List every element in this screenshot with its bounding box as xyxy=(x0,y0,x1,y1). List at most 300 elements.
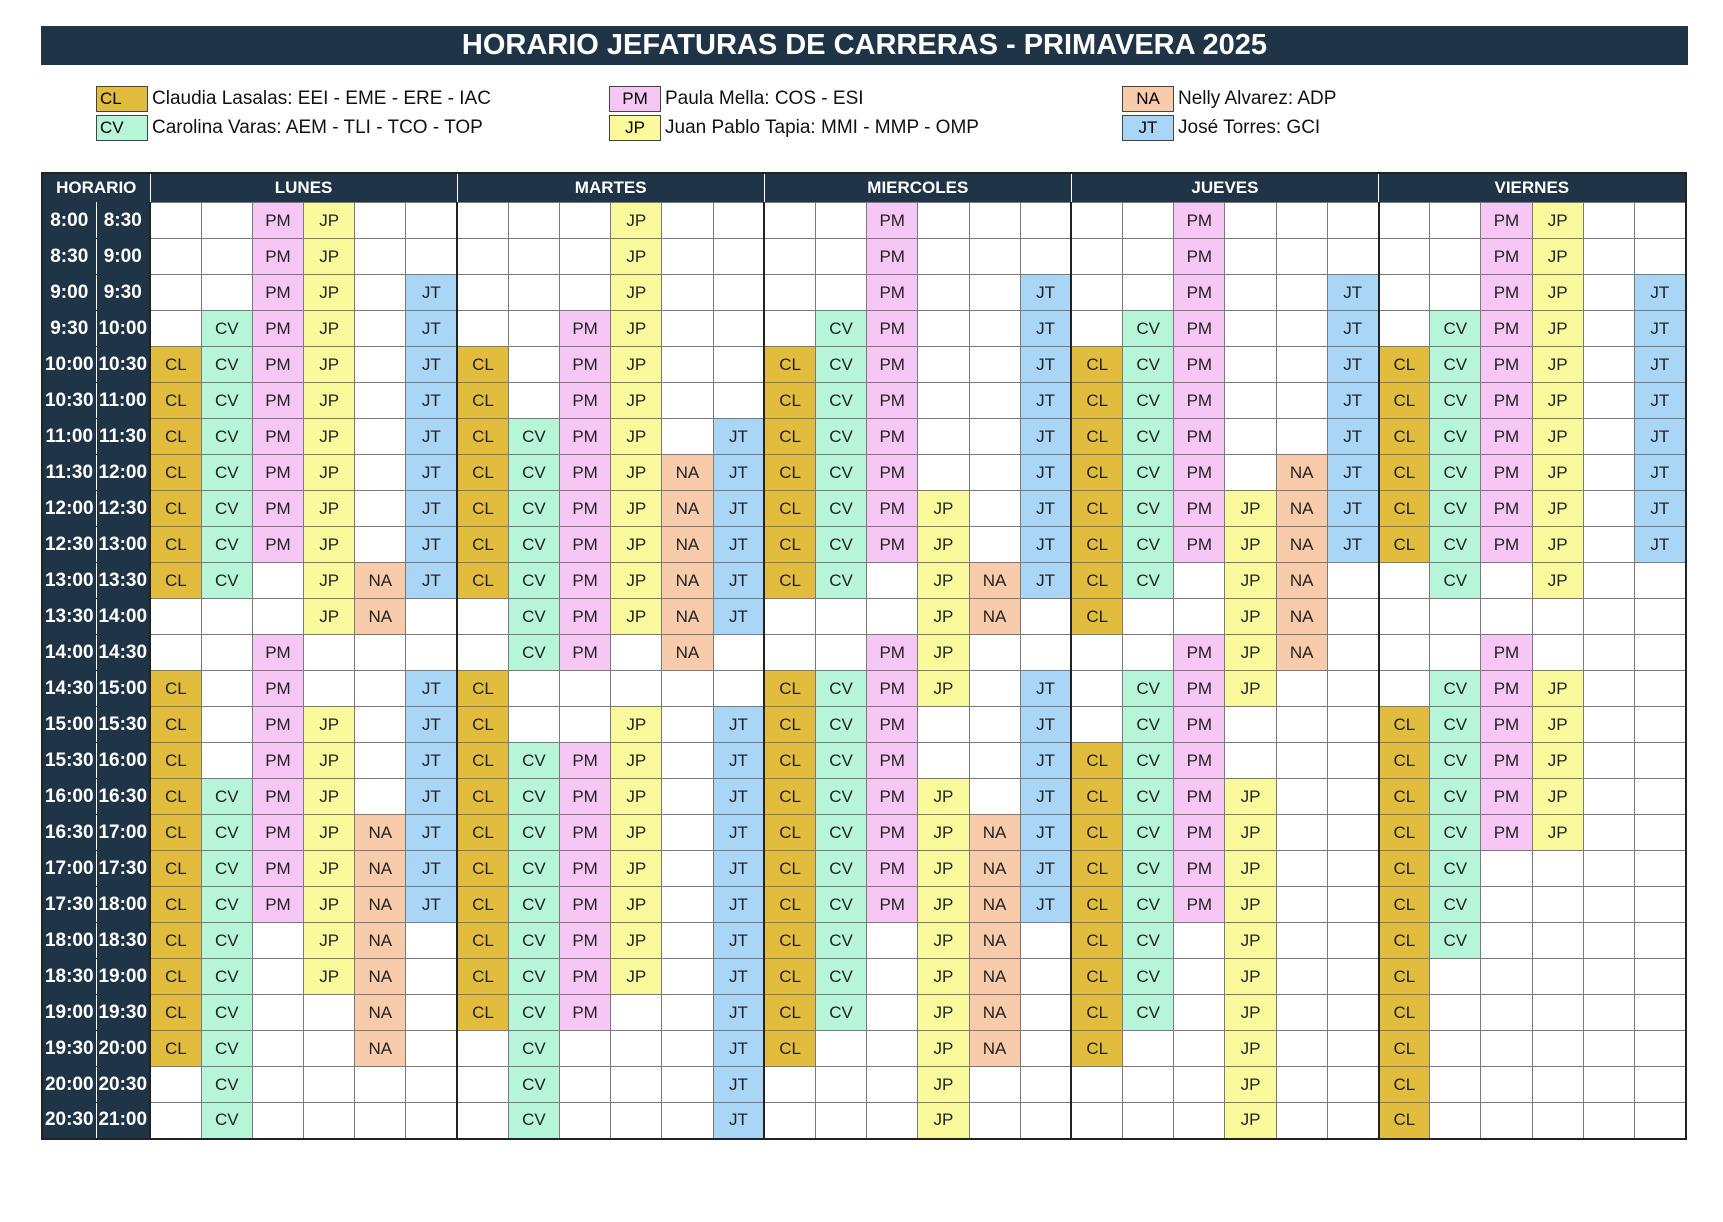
time-end: 10:30 xyxy=(96,347,150,383)
schedule-cell: CL xyxy=(150,995,201,1031)
schedule-cell: PM xyxy=(867,887,918,923)
schedule-cell: JT xyxy=(1634,455,1685,491)
schedule-cell: PM xyxy=(1481,491,1532,527)
horario-header: HORARIO xyxy=(42,173,150,203)
schedule-cell xyxy=(1430,275,1481,311)
schedule-cell: PM xyxy=(1481,527,1532,563)
schedule-cell: JP xyxy=(611,455,662,491)
schedule-cell xyxy=(355,275,406,311)
schedule-cell: CL xyxy=(150,527,201,563)
schedule-cell: CL xyxy=(764,707,815,743)
schedule-cell xyxy=(611,671,662,707)
schedule-cell xyxy=(1276,275,1327,311)
schedule-cell: JP xyxy=(1225,779,1276,815)
schedule-cell: JT xyxy=(1634,347,1685,383)
schedule-cell: CL xyxy=(764,815,815,851)
schedule-cell: CV xyxy=(815,959,866,995)
schedule-cell: CL xyxy=(457,563,508,599)
schedule-cell: JP xyxy=(1225,923,1276,959)
schedule-cell: CL xyxy=(1379,419,1430,455)
schedule-cell: CV xyxy=(508,527,559,563)
schedule-cell: CL xyxy=(457,815,508,851)
time-start: 12:30 xyxy=(42,527,96,563)
schedule-cell: NA xyxy=(969,599,1020,635)
schedule-cell xyxy=(662,743,713,779)
schedule-cell: JP xyxy=(304,779,355,815)
schedule-cell: JT xyxy=(1327,275,1378,311)
schedule-cell xyxy=(355,707,406,743)
schedule-cell: JT xyxy=(1327,455,1378,491)
schedule-cell: CV xyxy=(201,995,252,1031)
schedule-cell: CL xyxy=(1379,347,1430,383)
schedule-cell xyxy=(1583,923,1634,959)
schedule-cell: CL xyxy=(150,563,201,599)
schedule-cell: JT xyxy=(713,527,764,563)
schedule-cell xyxy=(918,239,969,275)
schedule-cell xyxy=(1532,1067,1583,1103)
schedule-cell xyxy=(1634,707,1685,743)
schedule-cell: CL xyxy=(150,671,201,707)
schedule-cell xyxy=(1276,1067,1327,1103)
schedule-cell: PM xyxy=(252,275,303,311)
schedule-cell xyxy=(1225,419,1276,455)
schedule-cell: JT xyxy=(1634,383,1685,419)
schedule-cell xyxy=(304,671,355,707)
schedule-cell: CL xyxy=(764,455,815,491)
schedule-cell: JP xyxy=(304,527,355,563)
schedule-cell: CV xyxy=(508,995,559,1031)
time-end: 14:00 xyxy=(96,599,150,635)
schedule-cell xyxy=(764,275,815,311)
schedule-cell: PM xyxy=(560,959,611,995)
schedule-cell: JP xyxy=(1225,995,1276,1031)
schedule-cell: PM xyxy=(560,563,611,599)
schedule-cell: PM xyxy=(867,383,918,419)
schedule-cell: JT xyxy=(1634,311,1685,347)
schedule-cell xyxy=(457,239,508,275)
time-row xyxy=(42,275,1686,311)
schedule-cell xyxy=(611,1103,662,1139)
schedule-cell xyxy=(918,203,969,239)
schedule-cell xyxy=(355,491,406,527)
schedule-cell: CL xyxy=(764,851,815,887)
schedule-cell: JT xyxy=(406,311,457,347)
schedule-cell: CV xyxy=(201,1067,252,1103)
schedule-cell: JP xyxy=(611,599,662,635)
schedule-cell: JT xyxy=(406,743,457,779)
schedule-cell: CL xyxy=(764,887,815,923)
schedule-cell: JT xyxy=(1634,491,1685,527)
schedule-cell xyxy=(713,311,764,347)
schedule-cell xyxy=(457,311,508,347)
schedule-cell xyxy=(1583,707,1634,743)
schedule-cell xyxy=(1123,1103,1174,1139)
schedule-cell: CV xyxy=(815,419,866,455)
schedule-cell xyxy=(406,635,457,671)
schedule-cell: JT xyxy=(406,851,457,887)
schedule-cell: CL xyxy=(457,419,508,455)
schedule-cell: CL xyxy=(150,959,201,995)
schedule-cell: PM xyxy=(1481,455,1532,491)
schedule-cell xyxy=(1123,239,1174,275)
time-end: 20:30 xyxy=(96,1067,150,1103)
schedule-cell xyxy=(1430,635,1481,671)
schedule-cell: PM xyxy=(560,455,611,491)
schedule-cell xyxy=(1634,599,1685,635)
schedule-cell: CL xyxy=(764,743,815,779)
schedule-cell xyxy=(764,1067,815,1103)
schedule-cell xyxy=(201,671,252,707)
schedule-cell: JP xyxy=(1532,563,1583,599)
schedule-cell: CV xyxy=(1430,455,1481,491)
schedule-cell xyxy=(1327,707,1378,743)
schedule-cell: CV xyxy=(1123,707,1174,743)
schedule-cell xyxy=(1276,887,1327,923)
time-row xyxy=(42,671,1686,707)
schedule-cell: PM xyxy=(867,671,918,707)
schedule-cell xyxy=(406,923,457,959)
schedule-cell: PM xyxy=(1174,383,1225,419)
schedule-cell: PM xyxy=(252,815,303,851)
time-end: 11:30 xyxy=(96,419,150,455)
schedule-cell xyxy=(560,1103,611,1139)
schedule-cell xyxy=(764,203,815,239)
schedule-cell: JP xyxy=(304,959,355,995)
schedule-cell: JT xyxy=(406,563,457,599)
schedule-cell: JT xyxy=(713,707,764,743)
schedule-cell xyxy=(662,707,713,743)
schedule-cell xyxy=(867,1103,918,1139)
schedule-cell xyxy=(1583,347,1634,383)
schedule-cell: CV xyxy=(1430,491,1481,527)
legend-item xyxy=(96,114,483,142)
schedule-cell xyxy=(1583,1067,1634,1103)
time-row xyxy=(42,743,1686,779)
schedule-cell: CV xyxy=(508,959,559,995)
schedule-cell: JT xyxy=(713,1031,764,1067)
schedule-cell xyxy=(1276,419,1327,455)
schedule-cell: JP xyxy=(1225,563,1276,599)
schedule-cell: JP xyxy=(1532,347,1583,383)
schedule-cell xyxy=(508,239,559,275)
schedule-cell: CL xyxy=(764,563,815,599)
schedule-cell xyxy=(969,671,1020,707)
time-start: 18:30 xyxy=(42,959,96,995)
schedule-cell xyxy=(1174,1067,1225,1103)
schedule-cell: JP xyxy=(1532,671,1583,707)
schedule-cell xyxy=(1276,779,1327,815)
schedule-cell: JP xyxy=(1225,1031,1276,1067)
schedule-cell: CL xyxy=(150,851,201,887)
schedule-cell xyxy=(815,203,866,239)
schedule-cell xyxy=(560,275,611,311)
schedule-cell: JP xyxy=(304,707,355,743)
schedule-cell: JP xyxy=(611,959,662,995)
schedule-cell xyxy=(764,311,815,347)
schedule-cell: PM xyxy=(867,707,918,743)
schedule-cell xyxy=(918,383,969,419)
time-start: 14:30 xyxy=(42,671,96,707)
schedule-cell: JP xyxy=(1225,1103,1276,1139)
schedule-cell xyxy=(1583,1031,1634,1067)
schedule-cell xyxy=(355,203,406,239)
schedule-cell xyxy=(1634,743,1685,779)
schedule-cell: PM xyxy=(1174,887,1225,923)
schedule-cell: CL xyxy=(1071,995,1122,1031)
schedule-cell: NA xyxy=(969,923,1020,959)
schedule-cell xyxy=(560,707,611,743)
schedule-cell: JP xyxy=(1225,491,1276,527)
schedule-cell: JP xyxy=(1532,383,1583,419)
schedule-cell: CL xyxy=(764,1031,815,1067)
schedule-cell: CV xyxy=(201,311,252,347)
schedule-cell: CL xyxy=(1379,455,1430,491)
schedule-cell: JP xyxy=(1532,419,1583,455)
schedule-cell: JP xyxy=(918,815,969,851)
schedule-cell xyxy=(815,275,866,311)
schedule-cell xyxy=(1379,203,1430,239)
time-end: 19:00 xyxy=(96,959,150,995)
schedule-cell xyxy=(150,1067,201,1103)
schedule-cell: CL xyxy=(1071,815,1122,851)
schedule-cell: PM xyxy=(867,275,918,311)
legend-code: NA xyxy=(1122,86,1174,112)
schedule-cell xyxy=(1174,1103,1225,1139)
schedule-cell: CV xyxy=(201,851,252,887)
schedule-cell: JP xyxy=(304,851,355,887)
schedule-cell: NA xyxy=(355,959,406,995)
schedule-cell: CV xyxy=(815,311,866,347)
schedule-cell: JT xyxy=(713,491,764,527)
schedule-cell: JT xyxy=(713,851,764,887)
schedule-cell xyxy=(304,1103,355,1139)
schedule-cell xyxy=(1225,203,1276,239)
legend-text: Paula Mella: COS - ESI xyxy=(665,88,864,109)
day-header-viernes: VIERNES xyxy=(1379,173,1686,203)
schedule-cell: CV xyxy=(1123,959,1174,995)
schedule-cell: JT xyxy=(1020,347,1071,383)
schedule-cell: CL xyxy=(1379,923,1430,959)
schedule-cell xyxy=(457,203,508,239)
schedule-cell: CL xyxy=(764,923,815,959)
schedule-cell: NA xyxy=(662,599,713,635)
schedule-cell xyxy=(1583,743,1634,779)
schedule-cell xyxy=(1583,671,1634,707)
schedule-cell xyxy=(406,1031,457,1067)
schedule-cell xyxy=(1327,779,1378,815)
time-end: 18:00 xyxy=(96,887,150,923)
schedule-cell: JT xyxy=(1020,887,1071,923)
schedule-cell: JT xyxy=(406,779,457,815)
schedule-cell xyxy=(713,275,764,311)
schedule-cell xyxy=(1174,959,1225,995)
time-row xyxy=(42,635,1686,671)
schedule-cell xyxy=(1327,239,1378,275)
schedule-cell: CL xyxy=(1071,527,1122,563)
schedule-cell: JT xyxy=(406,815,457,851)
schedule-cell: PM xyxy=(252,383,303,419)
schedule-cell: JP xyxy=(611,527,662,563)
schedule-cell: PM xyxy=(560,743,611,779)
schedule-cell xyxy=(1174,923,1225,959)
schedule-cell xyxy=(662,203,713,239)
schedule-cell: CL xyxy=(1379,779,1430,815)
header-row xyxy=(42,173,1686,203)
schedule-cell: JT xyxy=(1020,455,1071,491)
schedule-cell xyxy=(1020,1031,1071,1067)
schedule-cell xyxy=(1327,887,1378,923)
schedule-cell: PM xyxy=(1174,203,1225,239)
schedule-cell: NA xyxy=(1276,491,1327,527)
schedule-cell: CV xyxy=(508,743,559,779)
schedule-cell xyxy=(1430,599,1481,635)
schedule-cell: CV xyxy=(815,923,866,959)
schedule-cell: CV xyxy=(508,419,559,455)
schedule-cell: CL xyxy=(150,1031,201,1067)
schedule-cell: JT xyxy=(713,743,764,779)
schedule-cell xyxy=(1583,455,1634,491)
schedule-cell xyxy=(713,347,764,383)
schedule-cell xyxy=(918,707,969,743)
schedule-cell xyxy=(406,995,457,1031)
schedule-cell: CL xyxy=(1071,455,1122,491)
schedule-cell: CL xyxy=(1071,887,1122,923)
schedule-cell xyxy=(867,959,918,995)
schedule-cell xyxy=(1276,203,1327,239)
schedule-cell xyxy=(1583,383,1634,419)
schedule-cell xyxy=(662,959,713,995)
schedule-cell xyxy=(508,311,559,347)
schedule-cell xyxy=(969,1103,1020,1139)
schedule-cell xyxy=(662,383,713,419)
schedule-cell: PM xyxy=(867,455,918,491)
time-row xyxy=(42,1031,1686,1067)
time-start: 17:30 xyxy=(42,887,96,923)
schedule-cell xyxy=(1123,1031,1174,1067)
schedule-cell: JP xyxy=(304,599,355,635)
schedule-cell xyxy=(1020,959,1071,995)
schedule-cell xyxy=(1174,599,1225,635)
schedule-cell: JP xyxy=(1532,743,1583,779)
time-row xyxy=(42,1067,1686,1103)
schedule-cell: JP xyxy=(918,1031,969,1067)
schedule-cell: JP xyxy=(304,887,355,923)
schedule-cell: JT xyxy=(406,887,457,923)
schedule-cell: CL xyxy=(1379,851,1430,887)
schedule-cell xyxy=(867,995,918,1031)
schedule-cell xyxy=(1634,671,1685,707)
schedule-cell: CV xyxy=(201,563,252,599)
time-start: 12:00 xyxy=(42,491,96,527)
schedule-cell xyxy=(1430,203,1481,239)
schedule-cell: CV xyxy=(1123,527,1174,563)
schedule-cell: NA xyxy=(662,491,713,527)
schedule-cell: CL xyxy=(1071,743,1122,779)
schedule-cell: NA xyxy=(355,1031,406,1067)
schedule-cell: CV xyxy=(815,455,866,491)
schedule-cell: CL xyxy=(1379,743,1430,779)
legend-code: JT xyxy=(1122,115,1174,141)
schedule-cell: CV xyxy=(1123,563,1174,599)
schedule-cell xyxy=(1532,887,1583,923)
schedule-cell: PM xyxy=(867,347,918,383)
schedule-cell: CV xyxy=(815,743,866,779)
schedule-cell: CV xyxy=(1123,419,1174,455)
schedule-cell: JT xyxy=(713,887,764,923)
time-start: 8:30 xyxy=(42,239,96,275)
schedule-cell: JP xyxy=(1532,707,1583,743)
schedule-cell: JP xyxy=(918,671,969,707)
schedule-cell xyxy=(1634,959,1685,995)
schedule-cell: CL xyxy=(1379,887,1430,923)
legend-item xyxy=(609,85,864,113)
schedule-cell: PM xyxy=(252,239,303,275)
schedule-cell xyxy=(1481,851,1532,887)
schedule-cell xyxy=(1327,1067,1378,1103)
schedule-cell xyxy=(1020,1067,1071,1103)
schedule-cell: PM xyxy=(252,635,303,671)
schedule-cell: CV xyxy=(815,851,866,887)
schedule-cell xyxy=(1071,1103,1122,1139)
schedule-cell: CL xyxy=(457,347,508,383)
schedule-cell: CL xyxy=(1379,815,1430,851)
schedule-cell xyxy=(1481,1031,1532,1067)
time-start: 20:30 xyxy=(42,1103,96,1139)
schedule-cell xyxy=(1532,599,1583,635)
schedule-cell: CL xyxy=(457,491,508,527)
schedule-cell xyxy=(662,923,713,959)
time-start: 20:00 xyxy=(42,1067,96,1103)
schedule-cell xyxy=(1225,383,1276,419)
schedule-cell: JP xyxy=(611,887,662,923)
schedule-cell xyxy=(1634,779,1685,815)
schedule-cell xyxy=(611,995,662,1031)
time-start: 11:00 xyxy=(42,419,96,455)
schedule-cell: JP xyxy=(611,707,662,743)
schedule-cell: JT xyxy=(1020,491,1071,527)
schedule-cell: JT xyxy=(1327,311,1378,347)
time-end: 17:00 xyxy=(96,815,150,851)
schedule-cell xyxy=(969,419,1020,455)
schedule-cell xyxy=(1634,563,1685,599)
schedule-cell: CL xyxy=(150,347,201,383)
schedule-cell: PM xyxy=(252,419,303,455)
schedule-cell: CV xyxy=(815,527,866,563)
schedule-cell xyxy=(1379,671,1430,707)
schedule-cell: JT xyxy=(1327,491,1378,527)
schedule-cell: NA xyxy=(662,527,713,563)
schedule-cell: CV xyxy=(201,1103,252,1139)
schedule-cell: CL xyxy=(457,887,508,923)
schedule-cell: CV xyxy=(1123,383,1174,419)
schedule-cell: JP xyxy=(1225,1067,1276,1103)
schedule-cell xyxy=(1481,995,1532,1031)
schedule-cell xyxy=(150,203,201,239)
schedule-cell: CL xyxy=(764,347,815,383)
schedule-cell xyxy=(764,1103,815,1139)
schedule-cell: PM xyxy=(1481,707,1532,743)
schedule-cell: JT xyxy=(406,707,457,743)
schedule-cell xyxy=(508,275,559,311)
schedule-cell xyxy=(1481,599,1532,635)
schedule-cell: JP xyxy=(918,923,969,959)
schedule-cell: JT xyxy=(406,527,457,563)
schedule-cell: CL xyxy=(150,455,201,491)
schedule-cell xyxy=(1583,419,1634,455)
schedule-cell xyxy=(1123,1067,1174,1103)
schedule-cell: CV xyxy=(508,1031,559,1067)
schedule-cell: JP xyxy=(918,851,969,887)
